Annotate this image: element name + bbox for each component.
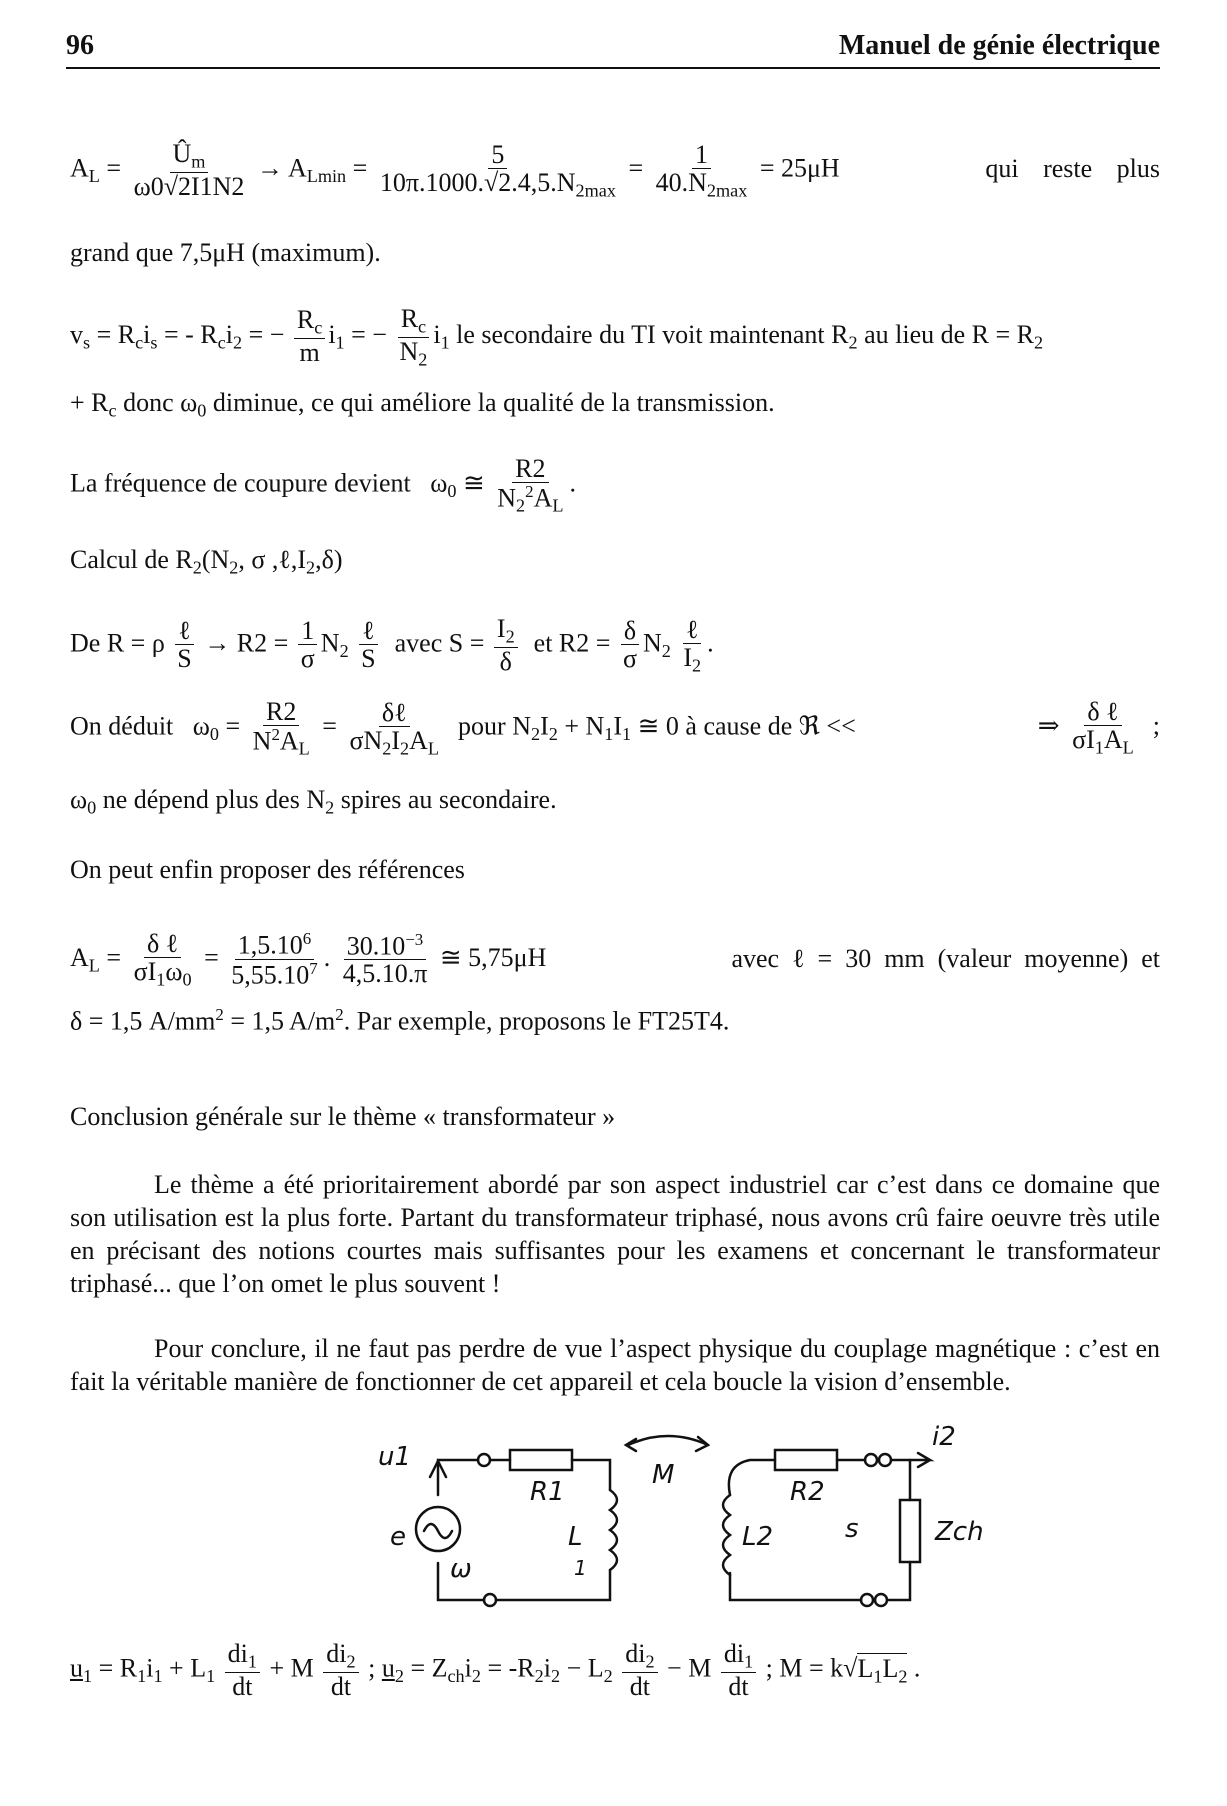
equation-al-final-continuation: δ = 1,5 $A/mm^2 = 1,5$ $A/m^2$. Par exemple, proposons le FT25T4.: [70, 1005, 730, 1036]
label-m: M: [652, 1460, 675, 1490]
fraction: $\frac{\text{ℓ}}{I_2}$: [683, 614, 702, 676]
label-omega: ω: [450, 1554, 472, 1584]
conclusion-paragraph-2: Pour conclure, il ne faut pas perdre de vue l’aspect physique du couplage magnétique : c’est en fait la véritable manière de fonctionner de cet appareil et cela boucle la vision d’ensemble.: [70, 1334, 1160, 1396]
fraction: $\frac{\text{δ ℓ}}{\sigma I_1\omega_0}$: [133, 929, 192, 990]
label-r2: R2: [790, 1477, 825, 1507]
label-l1-index: 1: [574, 1556, 587, 1580]
label-i2: i2: [932, 1422, 956, 1452]
fraction: $\frac{di_1}{dt}$: [721, 1640, 756, 1701]
conclusion-title: Conclusion générale sur le thème « transformateur »: [70, 1102, 616, 1131]
fraction: $\frac{1}{\sigma}$: [298, 617, 318, 674]
fraction: $\frac{\text{ℓ}}{S}$: [361, 616, 376, 674]
equation-al-final: $A_L$ = $\frac{\text{δ ℓ}}{\sigma I_1\omega_0}$ = $\frac{1,5.10^6}{5,55.10^7}$ . $\frac{30.10^{-3}}{4,5.10.\pi}$ ≅ 5,75μH avec ℓ = 30 mm (valeur moyenne) et: [70, 929, 1160, 990]
transformer-circuit-diagram: [370, 1415, 1000, 1630]
equation-al: $A_L$ = $\frac{Û_m}{\omega 0√2I1N2}$ → $A_{Lmin}$ = $\frac{5}{10\pi.1000.√2.4,5.N_{2max}}$ = $\frac{1}{40.N_{2max}}$ = 25μH qui reste plus: [70, 139, 1160, 201]
label-l2: L2: [742, 1522, 774, 1552]
fraction: $\frac{30.10^{-3}}{4,5.10.\pi}$: [342, 929, 428, 989]
equation-de-r: De R = ρ $\frac{\text{ℓ}}{S}$ → R2 = $\frac{1}{\sigma}$ $N_2$ $\frac{\text{ℓ}}{S}$ avec S = $\frac{I_2}{\delta}$ et R2 = $\frac{\delta}{\sigma}$ $N_2$ $\frac{\text{ℓ}}{I_2}$ .: [70, 614, 714, 676]
page-header: [66, 30, 1160, 69]
fraction: $\frac{1,5.10^6}{5,55.10^7}$: [231, 929, 318, 990]
running-title: Manuel de génie électrique: [838, 30, 1160, 61]
fraction: $\frac{di_1}{dt}$: [225, 1640, 260, 1701]
fraction: $\frac{\delta}{\sigma}$: [620, 617, 640, 674]
label-s: s: [845, 1514, 859, 1544]
fraction: $\frac{5}{10\pi.1000.√2.4,5.N_{2max}}$: [379, 139, 616, 201]
fraction: $\frac{di_2}{dt}$: [622, 1640, 657, 1701]
fraction: $\frac{di_2}{dt}$: [323, 1640, 358, 1701]
equation-vs-continuation: + $R_c$ donc $\omega_0$ diminue, ce qui améliore la qualité de la transmission.: [70, 388, 775, 421]
fraction: $\frac{1}{40.N_{2max}}$: [655, 139, 748, 201]
label-zch: Zch: [935, 1517, 984, 1547]
page-number: 96: [66, 30, 94, 61]
label-l1: L: [568, 1522, 583, 1552]
label-u1: u1: [378, 1442, 412, 1472]
fraction: $\frac{I_2}{\delta}$: [494, 615, 518, 676]
equation-u1-u2: $u_1 = R_1i_1 + L_1$ $\frac{di_1}{dt}$ + M $\frac{di_2}{dt}$ ; $u_2 = Z_{ch}i_2 = -R_2i_2 - L_2$ $\frac{di_2}{dt}$ − M $\frac{di_1}{dt}$ ; $M = k√L_1L_2$ .: [70, 1639, 921, 1701]
calc-r2-line: Calcul de $R_2(N_2$, σ $,\ell,I_2,\delta$): [70, 545, 343, 578]
fraction: $\frac{\text{ℓ}}{S}$: [177, 616, 192, 674]
fraction: $\frac{Û_m}{\omega 0√2I1N2}$: [133, 139, 245, 201]
equation-on-deduit: On déduit $\omega_0$ = $\frac{R2}{N^2A_L}$ = $\frac{\text{δℓ}}{\sigma N_2I_2A_L}$ pour $N_2I_2 + N_1I_1$ ≅ 0 à cause de ℜ << ⇒ $\frac{\text{δ ℓ}}{\sigma I_1A_L}$ ;: [70, 697, 1160, 760]
conclusion-paragraph-1: Le thème a été prioritairement abordé par son aspect industriel car c’est dans ce domaine que son utilisation est la plus forte. Partant du transformateur triphasé, nous avons crû faire oeuvre très utile en précisant des notions courtes mais suffisantes pour les examens et concernant le transformateur triphasé... que l’on omet le plus souvent !: [70, 1170, 1160, 1298]
fraction: $\frac{R_c}{m}$: [294, 306, 325, 367]
fraction: $\frac{R2}{N^2A_L}$: [252, 697, 310, 760]
fraction: $\frac{R_c}{N_2}$: [399, 304, 428, 370]
omega-line: $\omega_0$ ne dépend plus des $N_2$ spires au secondaire.: [70, 785, 557, 818]
label-e: e: [390, 1522, 406, 1552]
equation-vs: $v_s = R_ci_s$ = - $R_ci_2$ = − $\frac{R_c}{m}$ $i_1$ = − $\frac{R_c}{N_2}$ $i_1$ le secondaire du TI voit maintenant $R_2$ au lieu de $R = R_2$: [70, 304, 1044, 370]
fraction: $\frac{\text{δℓ}}{\sigma N_2I_2A_L}$: [349, 697, 440, 759]
references-line: On peut enfin proposer des références: [70, 855, 465, 884]
equation-al-continuation: grand que 7,5μH (maximum).: [70, 238, 381, 267]
cutoff-frequency-line: La fréquence de coupure devient $\omega_0$ ≅ $\frac{R2}{N_2^2A_L}$ .: [70, 454, 576, 517]
fraction: $\frac{R2}{N_2^2A_L}$: [497, 454, 564, 517]
label-r1: R1: [530, 1477, 565, 1507]
fraction: $\frac{\text{δ ℓ}}{\sigma I_1A_L}$: [1072, 697, 1134, 758]
